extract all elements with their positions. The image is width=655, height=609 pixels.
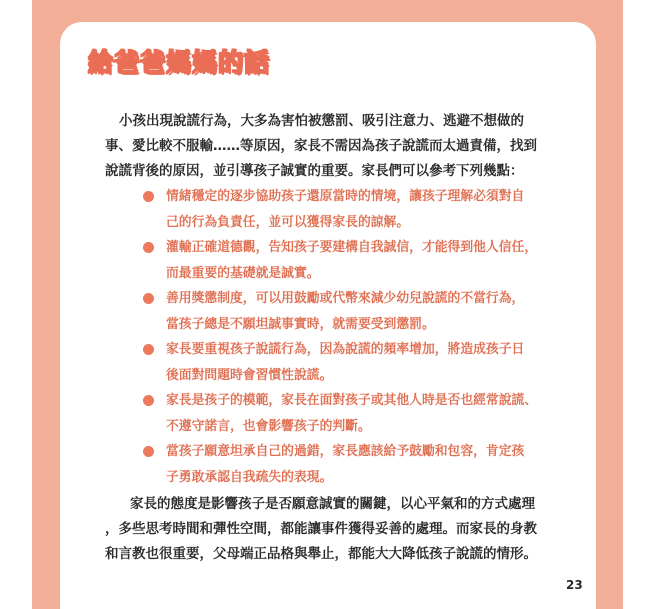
advice-line: 子勇敢承認自我疏失的表現。 [166, 469, 333, 485]
bullet-dot-icon [143, 344, 154, 355]
bullet-dot-icon [143, 395, 154, 406]
intro-line: 事、愛比較不服輸……等原因，家長不需因為孩子說謊而太過責備，找到 [105, 138, 537, 154]
advice-line: 家長要重視孩子說謊行為，因為說謊的頻率增加，將造成孩子日 [166, 342, 525, 357]
advice-item [140, 439, 580, 490]
section-title: 給爸爸媽媽的話 [88, 48, 271, 77]
advice-line: 灌輸正確道德觀，告知孩子要建構自我誠信，才能得到他人信任， [166, 240, 538, 255]
advice-item [140, 184, 580, 235]
closing-paragraph [105, 492, 583, 567]
advice-line: 當孩子願意坦承自己的過錯，家長應該給予鼓勵和包容，肯定孩 [166, 444, 525, 459]
page-number: 23 [566, 578, 583, 592]
closing-line: 家長的態度是影響孩子是否願意誠實的關鍵，以心平氣和的方式處理 [130, 496, 535, 512]
closing-line: 和言教也很重要，父母端正品格與舉止，都能大大降低孩子說謊的情形。 [105, 546, 537, 562]
intro-paragraph [105, 109, 583, 184]
advice-line: 家長是孩子的模範，家長在面對孩子或其他人時是否也經常說謊、 [166, 393, 538, 408]
advice-line: 後面對問題時會習慣性說謊。 [166, 367, 333, 383]
advice-line: 當孩子總是不願坦誠事實時，就需要受到懲罰。 [166, 316, 435, 332]
advice-line: 而最重要的基礎就是誠實。 [166, 265, 320, 281]
bullet-dot-icon [143, 446, 154, 457]
bullet-dot-icon [143, 242, 154, 253]
advice-item [140, 235, 580, 286]
bullet-dot-icon [143, 191, 154, 202]
advice-item [140, 286, 580, 337]
intro-line: 小孩出現說謊行為，大多為害怕被懲罰、吸引注意力、逃避不想做的 [119, 113, 524, 129]
advice-line: 不遵守諾言，也會影響孩子的判斷。 [166, 418, 371, 434]
advice-list [140, 184, 580, 490]
advice-line: 情緒穩定的逐步協助孩子還原當時的情境，讓孩子理解必須對自 [166, 189, 525, 204]
closing-line: ，多些思考時間和彈性空間，都能讓事件獲得妥善的處理。而家長的身教 [105, 521, 537, 537]
advice-item [140, 388, 580, 439]
advice-line: 善用獎懲制度，可以用鼓勵或代幣來減少幼兒說謊的不當行為， [166, 291, 525, 306]
advice-item [140, 337, 580, 388]
intro-line: 說謊背後的原因，並引導孩子誠實的重要。家長們可以參考下列幾點： [105, 163, 524, 179]
advice-line: 己的行為負責任，並可以獲得家長的諒解。 [166, 214, 410, 230]
bullet-dot-icon [143, 293, 154, 304]
